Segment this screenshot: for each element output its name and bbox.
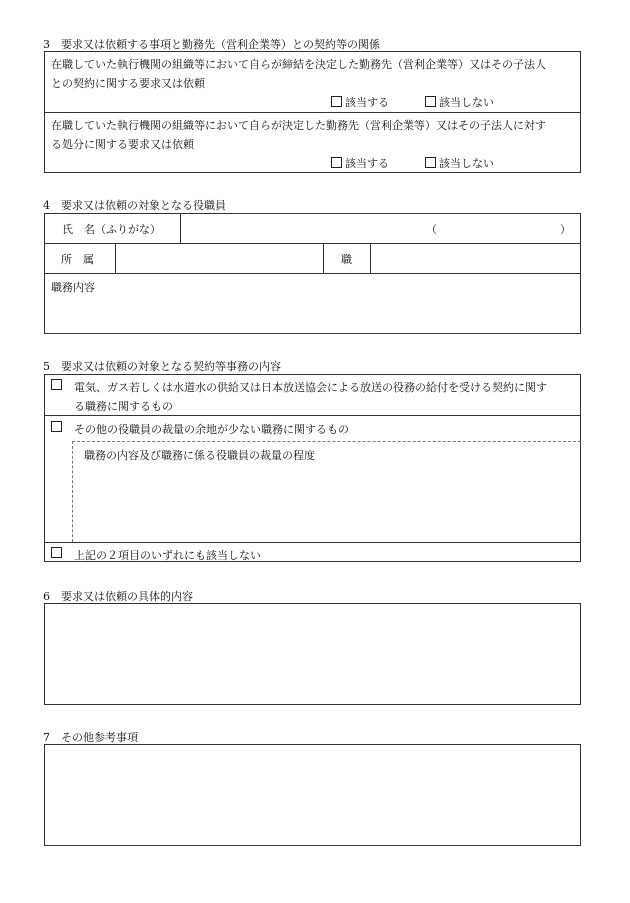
section3-row2-yes-option[interactable]: 該当する bbox=[331, 155, 389, 171]
section4-divider-2 bbox=[44, 273, 581, 274]
section5-item3-text: 上記の２項目のいずれにも該当しない bbox=[74, 549, 261, 562]
position-field[interactable] bbox=[371, 244, 580, 272]
section3-row2-text-line1: 在職していた執行機関の組織等において自らが決定した勤務先（営利企業等）又はその子法人に対す bbox=[51, 119, 546, 132]
section3-heading: 3 要求又は依頼する事項と勤務先（営利企業等）との契約等の関係 bbox=[43, 38, 380, 51]
section5-divider-2 bbox=[44, 542, 581, 543]
section3-row1-text-line1: 在職していた執行機関の組織等において自らが締結を決定した勤務先（営利企業等）又はその子法人 bbox=[51, 58, 546, 71]
section5-item2-text: その他の役職員の裁量の余地が少ない職務に関するもの bbox=[74, 423, 349, 436]
item2-detail-label: 職務の内容及び職務に係る役職員の裁量の程度 bbox=[84, 449, 315, 462]
checkbox-icon[interactable] bbox=[331, 96, 342, 107]
section5-divider-1 bbox=[44, 415, 581, 416]
name-field[interactable] bbox=[181, 214, 580, 242]
reference-field[interactable] bbox=[44, 744, 581, 846]
section5-heading: 5 要求又は依頼の対象となる契約等事務の内容 bbox=[43, 360, 281, 373]
specific-content-field[interactable] bbox=[44, 603, 581, 705]
affiliation-field[interactable] bbox=[116, 244, 322, 272]
duties-field[interactable] bbox=[45, 294, 580, 333]
section5-item1[interactable] bbox=[51, 379, 65, 392]
section6-heading: 6 要求又は依頼の具体的内容 bbox=[43, 590, 193, 603]
checkbox-icon[interactable] bbox=[425, 157, 436, 168]
checkbox-icon[interactable] bbox=[51, 379, 62, 390]
section4-heading: 4 要求又は依頼の対象となる役職員 bbox=[43, 199, 226, 212]
section3-row2-text-line2: る処分に関する要求又は依頼 bbox=[51, 138, 194, 151]
section5-item1-text-line1: 電気、ガス若しくは水道水の供給又は日本放送協会による放送の役務の給付を受ける契約に関す bbox=[74, 381, 547, 394]
position-label: 職 bbox=[341, 253, 352, 266]
checkbox-icon[interactable] bbox=[51, 547, 62, 558]
checkbox-icon[interactable] bbox=[425, 96, 436, 107]
section3-row2-no-option[interactable]: 該当しない bbox=[425, 155, 494, 171]
section3-row1-text-line2: との契約に関する要求又は依頼 bbox=[51, 77, 205, 90]
section4-vdivider-pos1 bbox=[323, 243, 324, 273]
section5-item1-text-line2: る職務に関するもの bbox=[74, 400, 173, 413]
section3-divider bbox=[44, 112, 581, 113]
affiliation-label: 所 属 bbox=[61, 253, 94, 266]
duties-label: 職務内容 bbox=[51, 281, 95, 294]
section5-item2[interactable] bbox=[51, 421, 65, 434]
section5-item3[interactable] bbox=[51, 547, 65, 560]
furigana-paren-open: （ bbox=[426, 223, 437, 236]
section7-heading: 7 その他参考事項 bbox=[43, 731, 138, 744]
checkbox-icon[interactable] bbox=[51, 421, 62, 432]
name-label: 氏 名（ふりがな） bbox=[62, 223, 161, 236]
section3-row1-no-option[interactable]: 該当しない bbox=[425, 94, 494, 110]
section3-row1-yes-option[interactable]: 該当する bbox=[331, 94, 389, 110]
checkbox-icon[interactable] bbox=[331, 157, 342, 168]
furigana-paren-close: ） bbox=[560, 223, 571, 236]
